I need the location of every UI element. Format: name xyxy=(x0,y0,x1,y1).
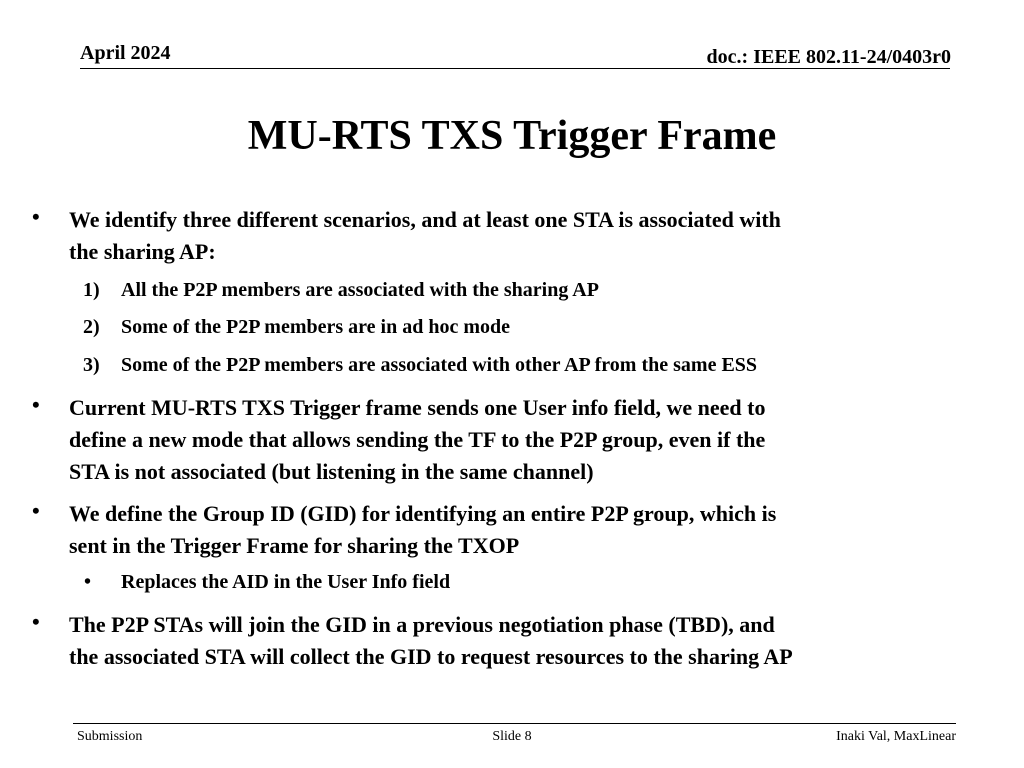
footer-author: Inaki Val, MaxLinear xyxy=(836,729,956,744)
scenario-number: 2) xyxy=(83,316,100,338)
bullet-line: the associated STA will collect the GID to request resources to the sharing AP xyxy=(69,644,793,669)
bullet-marker: • xyxy=(32,609,40,634)
scenario-number: 1) xyxy=(83,279,100,301)
bullet-line: STA is not associated (but listening in the same channel) xyxy=(69,459,594,484)
bullet-line: define a new mode that allows sending the TF to the P2P group, even if the xyxy=(69,427,766,452)
bullet-marker: • xyxy=(32,204,40,229)
header-doc-id: doc.: IEEE 802.11-24/0403r0 xyxy=(706,46,951,68)
scenario-text: Some of the P2P members are in ad hoc mode xyxy=(121,316,511,338)
bullet-line: sent in the Trigger Frame for sharing the TXOP xyxy=(69,533,520,558)
bullet-line: We identify three different scenarios, and at least one STA is associated with xyxy=(69,207,781,232)
scenario-number: 3) xyxy=(83,354,100,376)
footer-divider xyxy=(73,723,956,724)
scenario-text: Some of the P2P members are associated with other AP from the same ESS xyxy=(121,354,758,376)
sub-bullet-text: Replaces the AID in the User Info field xyxy=(121,571,451,593)
bullet-marker: • xyxy=(32,498,40,523)
footer-submission: Submission xyxy=(77,729,143,744)
sub-bullet-marker: • xyxy=(84,571,92,593)
bullet-line: the sharing AP: xyxy=(69,239,216,264)
header-divider xyxy=(80,68,950,69)
footer-slide-number: Slide 8 xyxy=(492,729,532,744)
bullet-marker: • xyxy=(32,392,40,417)
bullet-line: We define the Group ID (GID) for identifying an entire P2P group, which is xyxy=(69,501,777,526)
slide-title: MU-RTS TXS Trigger Frame xyxy=(247,113,777,159)
header-date: April 2024 xyxy=(80,42,171,64)
scenario-text: All the P2P members are associated with the sharing AP xyxy=(121,279,599,301)
bullet-line: The P2P STAs will join the GID in a previous negotiation phase (TBD), and xyxy=(69,612,775,637)
bullet-line: Current MU-RTS TXS Trigger frame sends one User info field, we need to xyxy=(69,395,766,420)
